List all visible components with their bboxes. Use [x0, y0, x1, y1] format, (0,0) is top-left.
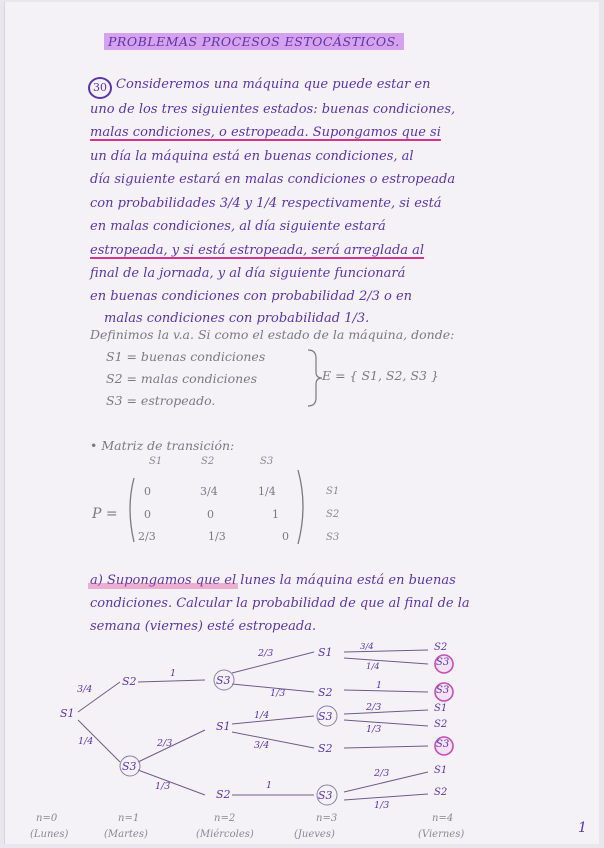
- edge-l3-s3-s1: [344, 710, 428, 714]
- tree-node-n4-s2a: S2: [434, 642, 448, 653]
- matrix-cell-3-1: 2/3: [138, 530, 156, 543]
- tree-node-n3-s3: S3: [318, 710, 333, 723]
- problem-line-10: en buenas condiciones con probabilidad 2/3 o en: [90, 289, 413, 304]
- edge-prob: 3/4: [77, 684, 93, 695]
- problem-line-2: uno de los tres siguientes estados: buenas condiciones,: [90, 102, 456, 117]
- state-s2: S2 = malas condiciones: [106, 371, 258, 386]
- edge-prob: 1/3: [366, 724, 382, 735]
- edge-prob: 2/3: [157, 738, 173, 749]
- definition-intro: Definimos la v.a. Si como el estado de la máquina, donde:: [90, 327, 455, 342]
- page-number: 1: [578, 820, 587, 836]
- matrix-row-label-s2: S2: [326, 509, 340, 520]
- matrix-col-label-s1: S1: [149, 456, 163, 467]
- matrix-cell-1-1: 0: [144, 485, 151, 498]
- level-label-4: n=4: [432, 813, 454, 824]
- tree-node-root: S1: [60, 707, 75, 720]
- edge-l3-s2-s3: [344, 690, 428, 692]
- edge-prob: 1/4: [254, 710, 270, 721]
- edge-l3-s2b-s3: [344, 746, 428, 748]
- edge-l2-s1-s2: [232, 732, 314, 748]
- day-label-4: (Viernes): [418, 829, 465, 840]
- edge-prob: 1: [376, 680, 383, 691]
- edge-prob: 3/4: [254, 740, 270, 751]
- matrix-row-label-s1: S1: [326, 486, 340, 497]
- level-label-0: n=0: [36, 813, 58, 824]
- tree-node-n1-s3: S3: [122, 760, 137, 773]
- day-label-3: (Jueves): [294, 829, 335, 840]
- edge-prob: 1/4: [366, 662, 380, 672]
- part-a-line-3: semana (viernes) esté estropeada.: [90, 619, 317, 634]
- edge-l3-s1-s2: [344, 650, 428, 652]
- problem-line-1: Consideremos una máquina que puede estar en: [116, 77, 431, 92]
- matrix-cell-3-3: 0: [282, 530, 289, 543]
- matrix-col-label-s2: S2: [201, 456, 215, 467]
- tree-node-n4-s3a: S3: [436, 657, 450, 668]
- edge-l3-s3-s2: [344, 720, 428, 726]
- problem-line-4: un día la máquina está en buenas condiciones, al: [90, 149, 414, 164]
- edge-prob: 2/3: [258, 648, 274, 659]
- problem-line-7: en malas condiciones, al día siguiente estará: [90, 219, 386, 234]
- problem-number-badge: 30: [88, 77, 112, 99]
- matrix-cell-1-2: 3/4: [200, 485, 218, 498]
- edge-prob: 1/3: [270, 688, 286, 699]
- tree-node-n2-s2: S2: [216, 788, 231, 801]
- tree-node-n4-s2b: S2: [434, 719, 448, 730]
- state-space: E = { S1, S2, S3 }: [322, 368, 439, 383]
- matrix-row-label-s3: S3: [326, 532, 340, 543]
- tree-node-n3-s3b: S3: [318, 789, 333, 802]
- problem-line-9: final de la jornada, y al día siguiente funcionará: [90, 266, 406, 281]
- tree-node-n4-s1b: S1: [434, 765, 448, 776]
- state-s1: S1 = buenas condiciones: [106, 349, 266, 364]
- part-a-line-2: condiciones. Calcular la probabilidad de que al final de la: [90, 596, 470, 611]
- matrix-symbol: P =: [92, 506, 118, 522]
- problem-line-6: con probabilidades 3/4 y 1/4 respectivamente, si está: [90, 196, 442, 211]
- tree-node-n3-s2: S2: [318, 686, 333, 699]
- matrix-cell-2-2: 0: [207, 508, 214, 521]
- edge-l1-s2-s3: [138, 680, 205, 682]
- matrix-right-bracket: [298, 470, 303, 544]
- day-label-1: (Martes): [104, 829, 148, 840]
- level-label-1: n=1: [118, 813, 140, 824]
- level-label-3: n=3: [316, 813, 338, 824]
- part-a-line-1: a) Supongamos que el lunes la máquina está en buenas: [90, 573, 456, 588]
- edge-prob: 1/3: [374, 800, 390, 811]
- state-s3: S3 = estropeado.: [106, 393, 216, 408]
- problem-line-8: estropeada, y si está estropeada, será arreglada al: [90, 243, 425, 258]
- matrix-col-label-s3: S3: [260, 456, 274, 467]
- tree-node-n1-s2: S2: [122, 675, 137, 688]
- edge-prob: 2/3: [374, 768, 390, 779]
- tree-node-n2-s3: S3: [216, 674, 231, 687]
- matrix-left-bracket: [130, 478, 134, 542]
- edge-prob: 1: [266, 780, 273, 791]
- day-label-2: (Miércoles): [196, 829, 254, 840]
- matrix-cell-2-1: 0: [144, 508, 151, 521]
- edge-prob: 2/3: [366, 702, 382, 713]
- edge-prob: 3/4: [360, 642, 374, 652]
- tree-node-n3-s1: S1: [318, 646, 333, 659]
- problem-line-11: malas condiciones con probabilidad 1/3.: [104, 311, 370, 326]
- page-title: PROBLEMAS PROCESOS ESTOCÁSTICOS.: [104, 33, 404, 50]
- problem-line-3: malas condiciones, o estropeada. Supongamos que si: [90, 125, 441, 140]
- tree-node-n3-s2b: S2: [318, 742, 333, 755]
- edge-l1-s3-s2: [138, 770, 205, 795]
- matrix-cell-1-3: 1/4: [258, 485, 276, 498]
- tree-node-n4-s3c: S3: [436, 739, 450, 750]
- tree-node-n4-s2c: S2: [434, 787, 448, 798]
- definition-brace: [308, 350, 322, 406]
- tree-node-n2-s1: S1: [216, 720, 231, 733]
- edge-l3-s1-s3: [344, 658, 428, 664]
- edge-prob: 1/3: [155, 781, 171, 792]
- matrix-cell-2-3: 1: [272, 508, 279, 521]
- day-label-0: (Lunes): [30, 829, 69, 840]
- edge-prob: 1/4: [78, 736, 94, 747]
- edge-l2-s1-s3: [232, 716, 314, 724]
- matrix-cell-3-2: 1/3: [208, 530, 226, 543]
- tree-node-n4-s3b: S3: [436, 685, 450, 696]
- level-label-2: n=2: [214, 813, 236, 824]
- matrix-title: • Matriz de transición:: [90, 438, 235, 453]
- edge-prob: 1: [170, 668, 177, 679]
- tree-node-n4-s1a: S1: [434, 703, 448, 714]
- problem-line-5: día siguiente estará en malas condiciones o estropeada: [90, 172, 456, 187]
